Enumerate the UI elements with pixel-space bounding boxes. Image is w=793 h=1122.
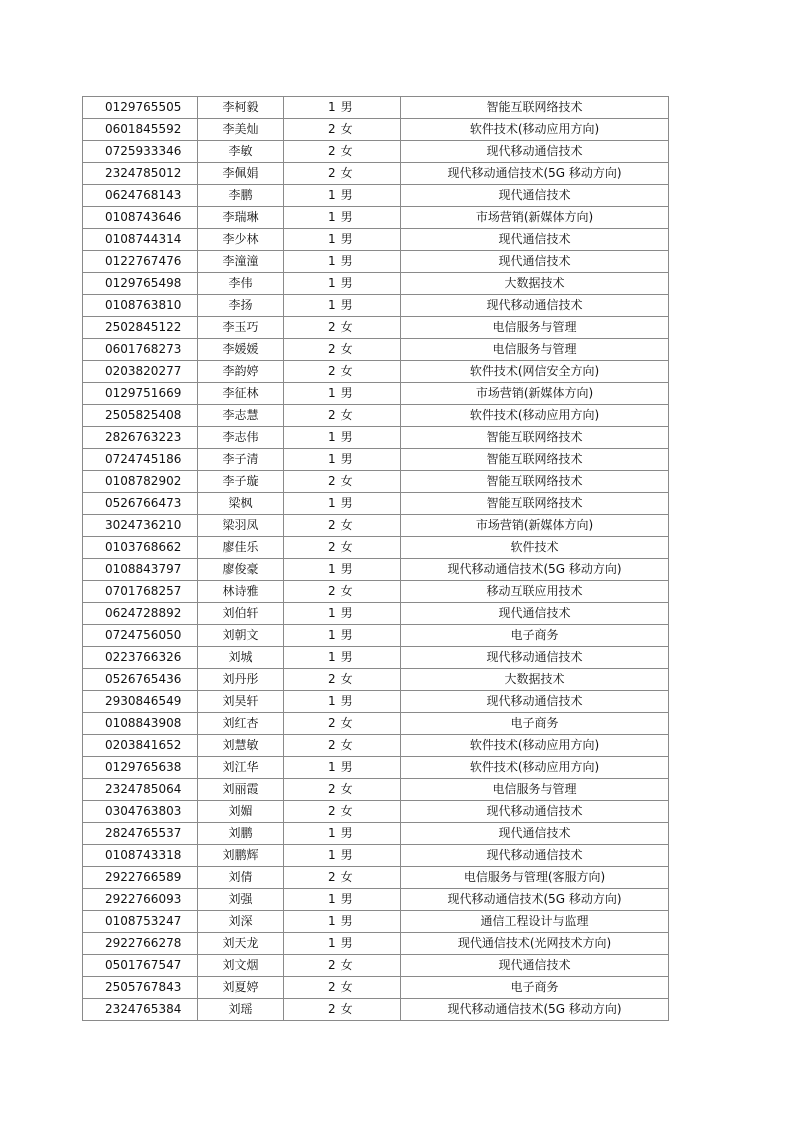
student-name-cell: 李潼潼 — [198, 251, 284, 273]
table-row — [83, 141, 669, 163]
gender-label: 女 — [340, 584, 353, 598]
table-row — [83, 691, 669, 713]
gender-label: 男 — [340, 452, 353, 466]
table-row — [83, 317, 669, 339]
major-cell: 智能互联网络技术 — [401, 449, 669, 471]
table-row — [83, 515, 669, 537]
major-cell: 软件技术 — [401, 537, 669, 559]
gender-cell — [284, 933, 401, 955]
student-name-cell: 刘慧敏 — [198, 735, 284, 757]
student-id-cell: 0304763803 — [83, 801, 198, 823]
table-row — [83, 295, 669, 317]
gender-label: 女 — [340, 804, 353, 818]
student-name-cell: 刘倩 — [198, 867, 284, 889]
gender-code: 2 — [328, 980, 336, 994]
gender-label: 男 — [340, 914, 353, 928]
student-name-cell: 李征林 — [198, 383, 284, 405]
gender-cell — [284, 383, 401, 405]
table-row — [83, 273, 669, 295]
gender-code: 1 — [328, 100, 336, 114]
student-id-cell: 0108743646 — [83, 207, 198, 229]
gender-cell — [284, 647, 401, 669]
student-id-cell: 0129765638 — [83, 757, 198, 779]
major-cell: 现代移动通信技术 — [401, 647, 669, 669]
student-id-cell: 0601768273 — [83, 339, 198, 361]
major-cell: 现代通信技术 — [401, 229, 669, 251]
gender-label: 女 — [340, 474, 353, 488]
gender-code: 2 — [328, 408, 336, 422]
gender-cell — [284, 339, 401, 361]
gender-code: 2 — [328, 870, 336, 884]
gender-label: 男 — [340, 936, 353, 950]
gender-code: 2 — [328, 672, 336, 686]
gender-label: 女 — [340, 672, 353, 686]
gender-label: 女 — [340, 980, 353, 994]
gender-cell — [284, 867, 401, 889]
student-id-cell: 2922766589 — [83, 867, 198, 889]
student-name-cell: 李美灿 — [198, 119, 284, 141]
gender-cell — [284, 977, 401, 999]
student-name-cell: 梁枫 — [198, 493, 284, 515]
gender-code: 2 — [328, 364, 336, 378]
major-cell: 软件技术(移动应用方向) — [401, 405, 669, 427]
student-id-cell: 0601845592 — [83, 119, 198, 141]
table-row — [83, 647, 669, 669]
student-name-cell: 刘文烟 — [198, 955, 284, 977]
gender-code: 1 — [328, 496, 336, 510]
table-row — [83, 185, 669, 207]
student-id-cell: 2922766093 — [83, 889, 198, 911]
table-row — [83, 581, 669, 603]
gender-code: 2 — [328, 958, 336, 972]
student-id-cell: 0526766473 — [83, 493, 198, 515]
student-id-cell: 2824765537 — [83, 823, 198, 845]
gender-cell — [284, 603, 401, 625]
gender-cell — [284, 251, 401, 273]
gender-code: 1 — [328, 562, 336, 576]
gender-label: 女 — [340, 364, 353, 378]
major-cell: 市场营销(新媒体方向) — [401, 515, 669, 537]
gender-label: 女 — [340, 716, 353, 730]
gender-label: 女 — [340, 166, 353, 180]
gender-code: 1 — [328, 210, 336, 224]
major-cell: 智能互联网络技术 — [401, 427, 669, 449]
student-name-cell: 刘夏婷 — [198, 977, 284, 999]
gender-cell — [284, 119, 401, 141]
student-name-cell: 刘媚 — [198, 801, 284, 823]
major-cell: 智能互联网络技术 — [401, 471, 669, 493]
gender-code: 1 — [328, 430, 336, 444]
gender-cell — [284, 911, 401, 933]
student-name-cell: 刘强 — [198, 889, 284, 911]
student-name-cell: 李韵婷 — [198, 361, 284, 383]
table-row — [83, 867, 669, 889]
major-cell: 现代通信技术 — [401, 955, 669, 977]
gender-cell — [284, 779, 401, 801]
student-name-cell: 李扬 — [198, 295, 284, 317]
table-row — [83, 735, 669, 757]
major-cell: 电信服务与管理 — [401, 779, 669, 801]
gender-code: 2 — [328, 144, 336, 158]
student-id-cell: 0724745186 — [83, 449, 198, 471]
gender-cell — [284, 757, 401, 779]
table-row — [83, 97, 669, 119]
table-row — [83, 757, 669, 779]
gender-label: 男 — [340, 254, 353, 268]
gender-label: 女 — [340, 342, 353, 356]
gender-label: 男 — [340, 650, 353, 664]
student-id-cell: 2324765384 — [83, 999, 198, 1021]
major-cell: 现代移动通信技术 — [401, 691, 669, 713]
table-row — [83, 383, 669, 405]
major-cell: 电子商务 — [401, 625, 669, 647]
gender-code: 1 — [328, 298, 336, 312]
gender-code: 2 — [328, 804, 336, 818]
student-name-cell: 李志慧 — [198, 405, 284, 427]
student-id-cell: 0624728892 — [83, 603, 198, 625]
gender-label: 男 — [340, 892, 353, 906]
gender-code: 1 — [328, 650, 336, 664]
student-id-cell: 0108743318 — [83, 845, 198, 867]
gender-cell — [284, 317, 401, 339]
gender-cell — [284, 801, 401, 823]
major-cell: 现代移动通信技术 — [401, 845, 669, 867]
major-cell: 通信工程设计与监理 — [401, 911, 669, 933]
gender-cell — [284, 845, 401, 867]
roster-body — [83, 97, 669, 1021]
student-id-cell: 2922766278 — [83, 933, 198, 955]
gender-code: 1 — [328, 826, 336, 840]
student-id-cell: 2502845122 — [83, 317, 198, 339]
gender-code: 2 — [328, 716, 336, 730]
student-name-cell: 廖佳乐 — [198, 537, 284, 559]
gender-code: 1 — [328, 232, 336, 246]
gender-label: 女 — [340, 870, 353, 884]
gender-label: 女 — [340, 1002, 353, 1016]
gender-label: 女 — [340, 408, 353, 422]
gender-label: 男 — [340, 826, 353, 840]
table-row — [83, 801, 669, 823]
student-name-cell: 刘江华 — [198, 757, 284, 779]
table-row — [83, 779, 669, 801]
gender-cell — [284, 163, 401, 185]
student-roster-table — [82, 96, 669, 1021]
gender-code: 2 — [328, 584, 336, 598]
table-row — [83, 889, 669, 911]
student-id-cell: 0129751669 — [83, 383, 198, 405]
gender-code: 2 — [328, 342, 336, 356]
table-row — [83, 163, 669, 185]
gender-cell — [284, 97, 401, 119]
student-id-cell: 0108753247 — [83, 911, 198, 933]
gender-label: 女 — [340, 958, 353, 972]
student-name-cell: 李媛媛 — [198, 339, 284, 361]
gender-code: 1 — [328, 254, 336, 268]
gender-cell — [284, 669, 401, 691]
student-name-cell: 李玉巧 — [198, 317, 284, 339]
student-name-cell: 林诗雅 — [198, 581, 284, 603]
gender-cell — [284, 581, 401, 603]
gender-cell — [284, 823, 401, 845]
student-id-cell: 2930846549 — [83, 691, 198, 713]
major-cell: 大数据技术 — [401, 273, 669, 295]
gender-cell — [284, 515, 401, 537]
student-name-cell: 梁羽凤 — [198, 515, 284, 537]
table-row — [83, 559, 669, 581]
gender-code: 1 — [328, 848, 336, 862]
student-id-cell: 0103768662 — [83, 537, 198, 559]
gender-label: 女 — [340, 122, 353, 136]
major-cell: 电子商务 — [401, 713, 669, 735]
student-name-cell: 刘深 — [198, 911, 284, 933]
gender-code: 1 — [328, 276, 336, 290]
gender-cell — [284, 713, 401, 735]
student-name-cell: 刘昊轩 — [198, 691, 284, 713]
major-cell: 移动互联应用技术 — [401, 581, 669, 603]
major-cell: 现代移动通信技术 — [401, 801, 669, 823]
table-row — [83, 449, 669, 471]
student-name-cell: 刘天龙 — [198, 933, 284, 955]
student-id-cell: 2505767843 — [83, 977, 198, 999]
gender-code: 1 — [328, 694, 336, 708]
gender-cell — [284, 537, 401, 559]
gender-cell — [284, 273, 401, 295]
gender-cell — [284, 427, 401, 449]
student-id-cell: 2324785064 — [83, 779, 198, 801]
table-row — [83, 405, 669, 427]
table-row — [83, 911, 669, 933]
gender-cell — [284, 449, 401, 471]
table-row — [83, 493, 669, 515]
gender-label: 男 — [340, 694, 353, 708]
table-row — [83, 537, 669, 559]
gender-cell — [284, 471, 401, 493]
gender-cell — [284, 141, 401, 163]
student-name-cell: 李佩娟 — [198, 163, 284, 185]
table-row — [83, 933, 669, 955]
student-id-cell: 3024736210 — [83, 515, 198, 537]
gender-code: 2 — [328, 518, 336, 532]
gender-code: 2 — [328, 782, 336, 796]
gender-code: 1 — [328, 606, 336, 620]
table-row — [83, 207, 669, 229]
gender-code: 1 — [328, 936, 336, 950]
gender-label: 男 — [340, 562, 353, 576]
major-cell: 智能互联网络技术 — [401, 97, 669, 119]
student-name-cell: 李子清 — [198, 449, 284, 471]
gender-label: 男 — [340, 760, 353, 774]
student-id-cell: 0108843797 — [83, 559, 198, 581]
gender-label: 女 — [340, 320, 353, 334]
major-cell: 软件技术(移动应用方向) — [401, 735, 669, 757]
gender-cell — [284, 185, 401, 207]
major-cell: 现代移动通信技术(5G 移动方向) — [401, 559, 669, 581]
gender-label: 女 — [340, 518, 353, 532]
gender-code: 2 — [328, 540, 336, 554]
gender-cell — [284, 999, 401, 1021]
gender-code: 1 — [328, 760, 336, 774]
student-name-cell: 廖俊豪 — [198, 559, 284, 581]
gender-cell — [284, 295, 401, 317]
student-id-cell: 2324785012 — [83, 163, 198, 185]
gender-code: 2 — [328, 122, 336, 136]
gender-cell — [284, 625, 401, 647]
major-cell: 现代移动通信技术 — [401, 295, 669, 317]
gender-label: 女 — [340, 540, 353, 554]
gender-code: 2 — [328, 1002, 336, 1016]
gender-code: 2 — [328, 320, 336, 334]
student-id-cell: 0701768257 — [83, 581, 198, 603]
table-row — [83, 999, 669, 1021]
major-cell: 现代通信技术 — [401, 823, 669, 845]
major-cell: 软件技术(移动应用方向) — [401, 757, 669, 779]
gender-cell — [284, 889, 401, 911]
gender-label: 男 — [340, 386, 353, 400]
major-cell: 现代通信技术 — [401, 185, 669, 207]
table-row — [83, 251, 669, 273]
gender-cell — [284, 361, 401, 383]
student-name-cell: 刘红杏 — [198, 713, 284, 735]
gender-label: 男 — [340, 276, 353, 290]
gender-label: 男 — [340, 606, 353, 620]
gender-cell — [284, 735, 401, 757]
student-name-cell: 李伟 — [198, 273, 284, 295]
student-name-cell: 刘鹏 — [198, 823, 284, 845]
gender-label: 男 — [340, 628, 353, 642]
gender-cell — [284, 493, 401, 515]
student-name-cell: 李瑞琳 — [198, 207, 284, 229]
student-name-cell: 李敏 — [198, 141, 284, 163]
table-row — [83, 119, 669, 141]
student-id-cell: 0129765498 — [83, 273, 198, 295]
student-name-cell: 刘丹彤 — [198, 669, 284, 691]
major-cell: 电子商务 — [401, 977, 669, 999]
table-row — [83, 361, 669, 383]
student-id-cell: 0724756050 — [83, 625, 198, 647]
gender-code: 2 — [328, 474, 336, 488]
gender-code: 1 — [328, 188, 336, 202]
gender-code: 2 — [328, 738, 336, 752]
table-row — [83, 603, 669, 625]
gender-label: 女 — [340, 144, 353, 158]
student-id-cell: 0108744314 — [83, 229, 198, 251]
gender-cell — [284, 229, 401, 251]
student-id-cell: 0203841652 — [83, 735, 198, 757]
student-name-cell: 李少林 — [198, 229, 284, 251]
table-row — [83, 471, 669, 493]
gender-cell — [284, 955, 401, 977]
gender-label: 男 — [340, 848, 353, 862]
student-name-cell: 刘朝文 — [198, 625, 284, 647]
major-cell: 软件技术(网信安全方向) — [401, 361, 669, 383]
table-row — [83, 625, 669, 647]
gender-cell — [284, 207, 401, 229]
gender-label: 男 — [340, 298, 353, 312]
student-id-cell: 2505825408 — [83, 405, 198, 427]
student-id-cell: 0122767476 — [83, 251, 198, 273]
student-name-cell: 李志伟 — [198, 427, 284, 449]
student-id-cell: 2826763223 — [83, 427, 198, 449]
major-cell: 现代移动通信技术(5G 移动方向) — [401, 999, 669, 1021]
major-cell: 现代移动通信技术(5G 移动方向) — [401, 163, 669, 185]
gender-label: 女 — [340, 738, 353, 752]
gender-code: 1 — [328, 914, 336, 928]
student-name-cell: 刘瑶 — [198, 999, 284, 1021]
gender-code: 2 — [328, 166, 336, 180]
table-row — [83, 955, 669, 977]
gender-label: 男 — [340, 210, 353, 224]
major-cell: 市场营销(新媒体方向) — [401, 207, 669, 229]
major-cell: 现代移动通信技术(5G 移动方向) — [401, 889, 669, 911]
gender-label: 女 — [340, 782, 353, 796]
major-cell: 软件技术(移动应用方向) — [401, 119, 669, 141]
student-id-cell: 0108843908 — [83, 713, 198, 735]
table-row — [83, 713, 669, 735]
gender-label: 男 — [340, 430, 353, 444]
major-cell: 智能互联网络技术 — [401, 493, 669, 515]
student-id-cell: 0108763810 — [83, 295, 198, 317]
table-row — [83, 977, 669, 999]
major-cell: 电信服务与管理 — [401, 339, 669, 361]
table-row — [83, 427, 669, 449]
student-id-cell: 0223766326 — [83, 647, 198, 669]
student-id-cell: 0501767547 — [83, 955, 198, 977]
student-name-cell: 刘城 — [198, 647, 284, 669]
student-name-cell: 李柯毅 — [198, 97, 284, 119]
gender-cell — [284, 691, 401, 713]
gender-label: 男 — [340, 188, 353, 202]
major-cell: 电信服务与管理(客服方向) — [401, 867, 669, 889]
student-name-cell: 李子璇 — [198, 471, 284, 493]
student-name-cell: 刘伯轩 — [198, 603, 284, 625]
gender-code: 1 — [328, 892, 336, 906]
table-row — [83, 669, 669, 691]
table-row — [83, 845, 669, 867]
student-id-cell: 0108782902 — [83, 471, 198, 493]
major-cell: 市场营销(新媒体方向) — [401, 383, 669, 405]
gender-cell — [284, 559, 401, 581]
major-cell: 现代通信技术(光网技术方向) — [401, 933, 669, 955]
gender-label: 男 — [340, 232, 353, 246]
major-cell: 大数据技术 — [401, 669, 669, 691]
gender-cell — [284, 405, 401, 427]
table-row — [83, 823, 669, 845]
student-id-cell: 0624768143 — [83, 185, 198, 207]
gender-code: 1 — [328, 628, 336, 642]
gender-label: 男 — [340, 496, 353, 510]
student-id-cell: 0203820277 — [83, 361, 198, 383]
major-cell: 现代通信技术 — [401, 603, 669, 625]
student-name-cell: 刘丽霞 — [198, 779, 284, 801]
major-cell: 现代移动通信技术 — [401, 141, 669, 163]
table-row — [83, 339, 669, 361]
major-cell: 现代通信技术 — [401, 251, 669, 273]
student-id-cell: 0725933346 — [83, 141, 198, 163]
gender-code: 1 — [328, 452, 336, 466]
major-cell: 电信服务与管理 — [401, 317, 669, 339]
student-name-cell: 李鹏 — [198, 185, 284, 207]
table-row — [83, 229, 669, 251]
gender-label: 男 — [340, 100, 353, 114]
student-id-cell: 0129765505 — [83, 97, 198, 119]
gender-code: 1 — [328, 386, 336, 400]
student-id-cell: 0526765436 — [83, 669, 198, 691]
student-name-cell: 刘鹏辉 — [198, 845, 284, 867]
